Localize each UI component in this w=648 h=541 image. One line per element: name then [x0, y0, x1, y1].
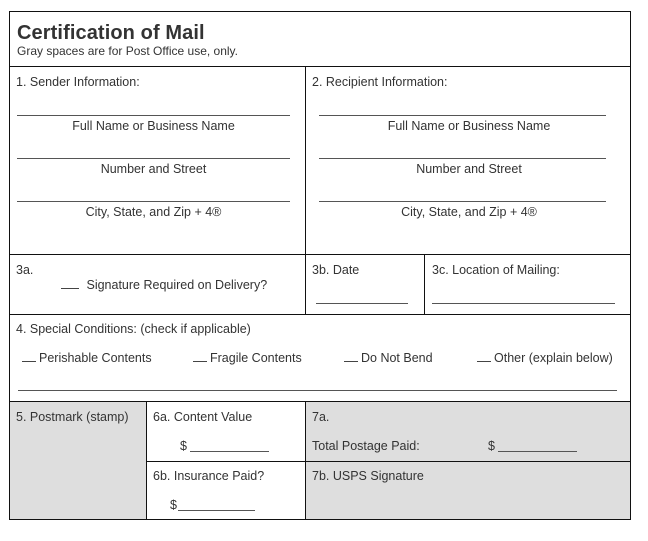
header-divider [9, 66, 631, 67]
row2-divider [9, 314, 631, 315]
right-border [630, 11, 631, 520]
form-title: Certification of Mail [17, 22, 205, 44]
signature-option[interactable] [61, 278, 267, 292]
sender-street-caption: Number and Street [100, 162, 207, 176]
do-not-bend-label: Do Not Bend [361, 351, 433, 365]
other-check-blank[interactable] [477, 351, 491, 362]
row1-divider [9, 254, 631, 255]
date-input[interactable] [316, 287, 407, 303]
other-explain-input[interactable] [18, 374, 616, 390]
sender-city-input[interactable] [17, 184, 289, 200]
recipient-name-caption: Full Name or Business Name [387, 119, 551, 133]
row3-divider [9, 401, 631, 402]
left-border [9, 11, 10, 519]
total-postage-input[interactable] [498, 436, 576, 452]
recipient-city-caption: City, State, and Zip + 4® [401, 205, 537, 219]
content-value-input[interactable] [190, 436, 268, 452]
sender-name-caption: Full Name or Business Name [72, 119, 235, 133]
location-input[interactable] [432, 287, 614, 303]
sender-city-line [17, 201, 290, 202]
sender-city-caption: City, State, and Zip + 4® [85, 205, 222, 219]
signature-date-divider [305, 254, 306, 314]
total-postage-label: Total Postage Paid: [312, 439, 420, 453]
do-not-bend-check-blank[interactable] [344, 351, 358, 362]
location-line [432, 303, 615, 304]
usps-signature-label: 7b. USPS Signature [312, 469, 424, 483]
perishable-check-blank[interactable] [22, 351, 36, 362]
location-label: 3c. Location of Mailing: [432, 263, 560, 277]
fragile-label: Fragile Contents [210, 351, 302, 365]
total-postage-line [498, 451, 577, 452]
content-value-line [190, 451, 269, 452]
special-option-other[interactable] [477, 351, 613, 365]
date-line [316, 303, 408, 304]
content-value-currency: $ [180, 439, 187, 453]
special-option-fragile[interactable] [193, 351, 302, 365]
recipient-name-input[interactable] [319, 98, 605, 114]
recipient-heading: 2. Recipient Information: [312, 75, 448, 89]
signature-question: Signature Required on Delivery? [86, 278, 268, 292]
postmark-divider [146, 401, 147, 519]
bottom-border [9, 519, 631, 520]
form-subtitle: Gray spaces are for Post Office use, only. [17, 44, 238, 58]
recipient-street-caption: Number and Street [416, 162, 522, 176]
fragile-check-blank[interactable] [193, 351, 207, 362]
recipient-city-input[interactable] [319, 184, 605, 200]
special-heading: 4. Special Conditions: (check if applicable) [16, 322, 251, 336]
date-location-divider [424, 254, 425, 314]
special-option-do-not-bend[interactable] [344, 351, 433, 365]
postage-label: 7a. [312, 410, 330, 424]
recipient-street-line [319, 158, 606, 159]
sender-street-line [17, 158, 290, 159]
insurance-input[interactable] [178, 495, 254, 511]
other-label: Other (explain below) [494, 351, 613, 365]
insurance-line [178, 510, 255, 511]
signature-check-blank[interactable] [61, 278, 79, 289]
sender-heading: 1. Sender Information: [16, 75, 140, 89]
postage-currency: $ [488, 439, 495, 453]
perishable-label: Perishable Contents [39, 351, 152, 365]
other-explain-line [18, 390, 617, 391]
recipient-name-line [319, 115, 606, 116]
recipient-city-line [319, 201, 606, 202]
special-option-perishable[interactable] [22, 351, 152, 365]
signature-label: 3a. [16, 263, 34, 277]
value-insurance-divider [146, 461, 630, 462]
sender-street-input[interactable] [17, 141, 289, 157]
top-border [9, 11, 631, 12]
insurance-currency: $ [170, 498, 177, 512]
insurance-label: 6b. Insurance Paid? [153, 469, 265, 483]
postmark-label: 5. Postmark (stamp) [16, 410, 129, 424]
recipient-street-input[interactable] [319, 141, 605, 157]
content-value-label: 6a. Content Value [153, 410, 253, 424]
sender-name-input[interactable] [17, 98, 289, 114]
sender-recipient-divider [305, 66, 306, 254]
sender-name-line [17, 115, 290, 116]
postage-area [306, 401, 630, 519]
date-label: 3b. Date [312, 263, 360, 277]
